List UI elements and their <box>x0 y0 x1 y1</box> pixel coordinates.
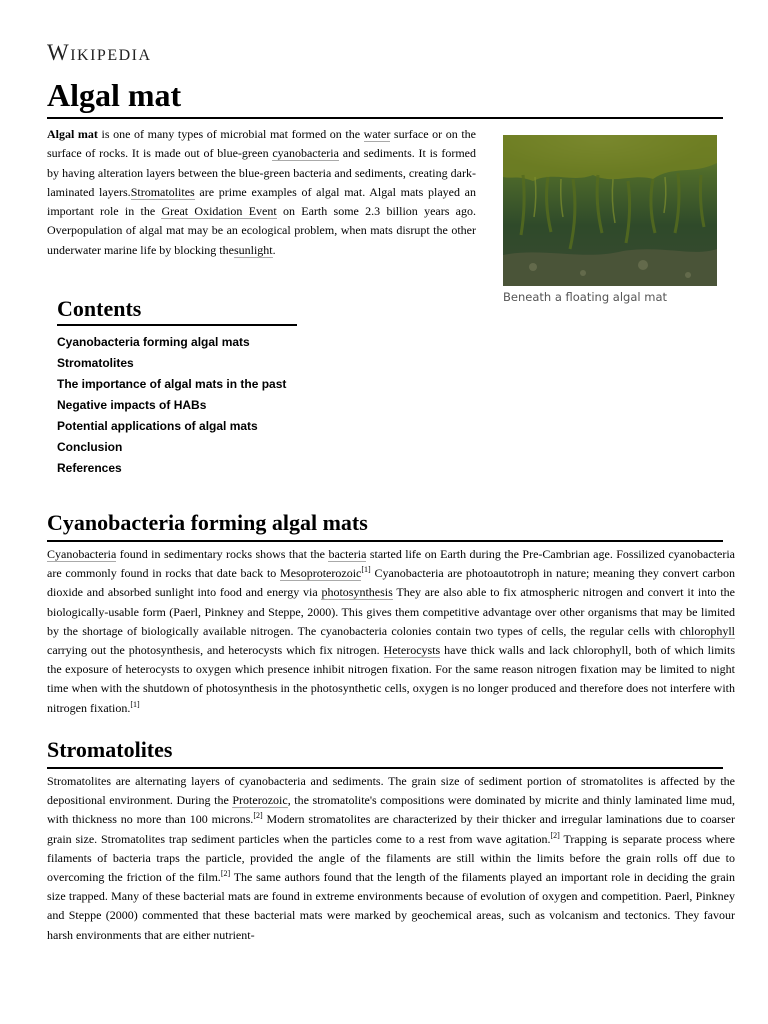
section-paragraph-stromatolites <box>47 772 735 945</box>
body-text: found in sedimentary rocks shows that the <box>116 547 329 561</box>
link-cyanobacteria[interactable]: cyanobacteria <box>272 146 339 161</box>
toc-title: Contents <box>57 296 297 326</box>
link-photosynthesis[interactable]: photosynthesis <box>321 585 393 600</box>
thumbnail-figure <box>503 135 717 304</box>
section-heading-cyanobacteria: Cyanobacteria forming algal mats <box>47 510 723 542</box>
citation-ref[interactable]: [2] <box>220 869 231 879</box>
body-text: carrying out the photosynthesis, and heterocysts which fix nitrogen. <box>47 643 384 658</box>
link-stromatolites[interactable]: Stromatolites <box>130 184 195 199</box>
figure-caption: Beneath a floating algal mat <box>503 290 668 304</box>
lead-text: are prime examples of algal mat. Algal mats played an important role in the <box>47 184 477 219</box>
body-text: , the stromatolite's compositions were dominated by micrite and thinly laminated lime mud, with thickness no more than 100 microns. <box>47 793 735 827</box>
citation-ref[interactable]: [2] <box>253 811 263 821</box>
link-sunlight[interactable]: sunlight <box>233 242 273 257</box>
body-text: Stromatolites are alternating layers of cyanobacteria and sediments. The grain size of sediment portion of stromatolites is affected by the depositional environment. During the <box>47 774 735 808</box>
toc-item-potential-applications[interactable]: Potential applications of algal mats <box>57 419 258 433</box>
body-text: Cyanobacteria are photoautotroph in nature; meaning they convert carbon dioxide and absorbed sunlight into food and energy via <box>47 566 735 600</box>
body-text: The same authors found that the length of the filaments played an important role in deciding the grain size trapped. Many of these bacterial mats are found in extreme environments because of evolution of oxygen and competition. Paerl, Pinkney and Steppe (2000) commented that these bacterial mats were marked by geochemical areas, such as volcanism and tectonics. They favour harsh environments that are either nutrient- <box>47 870 735 942</box>
toc-item-negative-impacts[interactable]: Negative impacts of HABs <box>57 398 207 412</box>
citation-ref[interactable]: [1] <box>361 565 371 575</box>
lead-text: and sediments. It is formed by having alteration layers between the blue-green bacteria and sediments, creating dark-laminated layers. <box>47 146 476 199</box>
table-of-contents <box>57 296 297 479</box>
link-chlorophyll[interactable]: chlorophyll <box>679 623 735 638</box>
wikipedia-logo[interactable]: Wikipedia <box>47 40 152 65</box>
link-heterocysts[interactable]: Heterocysts <box>383 643 441 658</box>
toc-item-stromatolites[interactable]: Stromatolites <box>57 356 134 370</box>
body-text: Modern stromatolites are characterized by their thicker and irregular laminations due to coarser grain size. Stromatolites trap sediment particles when the particles come to a rest from wave agitation. <box>47 812 735 846</box>
toc-item-conclusion[interactable]: Conclusion <box>57 440 123 454</box>
link-bacteria[interactable]: bacteria <box>328 547 367 561</box>
lead-text: surface or on the surface of rocks. It is made out of blue-green <box>47 127 477 161</box>
lead-text: on Earth some 2.3 billion years ago. Overpopulation of algal mat may be an ecological problem, when mats disrupt the other underwater marine life by blocking the <box>47 204 477 257</box>
algal-mat-photo[interactable] <box>503 135 717 286</box>
link-cyanobacteria[interactable]: Cyanobacteria <box>47 547 117 561</box>
body-text: Trapping is separate process where filaments of bacteria traps the particle, provided the angle of the filaments are still within the limits before the grain rolls off due to overcoming the friction of the film. <box>47 831 735 885</box>
toc-item-references[interactable]: References <box>57 461 122 475</box>
lead-bold-term: Algal mat <box>47 127 98 141</box>
link-great-oxidation-event[interactable]: Great Oxidation Event <box>161 204 277 219</box>
toc-item-cyanobacteria[interactable]: Cyanobacteria forming algal mats <box>57 335 250 349</box>
citation-ref[interactable]: [2] <box>550 830 560 840</box>
link-water[interactable]: water <box>363 127 391 141</box>
lead-paragraph <box>47 125 476 260</box>
lead-text: is one of many types of microbial mat formed on the <box>97 127 364 141</box>
section-paragraph-cyanobacteria <box>47 545 735 718</box>
page-title: Algal mat <box>47 76 723 119</box>
link-proterozoic[interactable]: Proterozoic <box>232 793 288 808</box>
body-text: have thick walls and lack chlorophyll, both of which limits the exposure of heterocysts to oxygen which presence inhibit nitrogen fixation. For the same reason nitrogen fixation may be limited to night time when with the shutdown of photosynthesis in the photosynthetic cells, oxygen is no longer produced and therefore does not interfere with nitrogen fixation. <box>47 643 736 715</box>
toc-item-importance-past[interactable]: The importance of algal mats in the past <box>57 377 287 391</box>
link-mesoproterozoic[interactable]: Mesoproterozoic <box>280 566 362 581</box>
section-heading-stromatolites: Stromatolites <box>47 737 723 769</box>
lead-text: . <box>272 242 276 257</box>
body-text: started life on Earth during the Pre-Cambrian age. Fossilized cyanobacteria are commonly found in rocks that date back to <box>47 547 735 581</box>
body-text: They are also able to fix atmospheric nitrogen and convert it into the biologically-usable form (Paerl, Pinkney and Steppe, 2000). This gives them competitive advantage over other organisms that may be limited by the shortage of biologically available nitrogen. The cyanobacteria colonies contain two types of cells, the regular cells with <box>47 585 735 638</box>
citation-ref[interactable]: [1] <box>130 699 140 709</box>
